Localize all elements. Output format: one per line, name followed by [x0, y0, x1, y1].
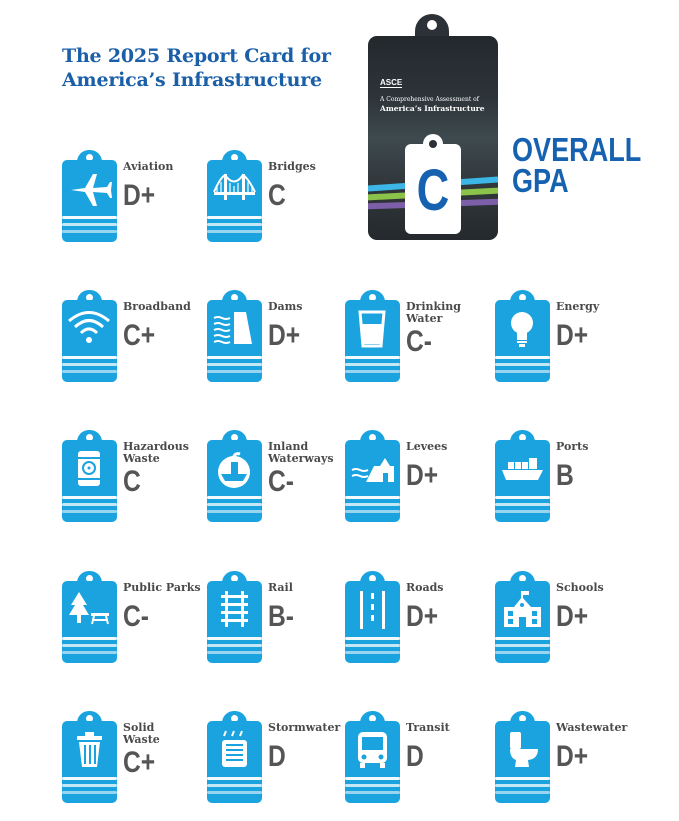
category-grade: D+: [556, 600, 589, 633]
tag-stripe: [207, 230, 262, 233]
category-label-line: Waste: [123, 452, 160, 465]
tag-stripe: [62, 370, 117, 373]
category-label-line: Energy: [556, 300, 600, 313]
category-label-line: Bridges: [268, 160, 316, 173]
cargo-ship-icon: [500, 448, 545, 488]
tag-stripe: [207, 216, 262, 219]
tag-stripe: [495, 644, 550, 647]
tag-transit: [345, 721, 400, 803]
tag-stripe: [345, 637, 400, 640]
category-grade: C-: [123, 600, 149, 633]
overall-gpa-label: [512, 131, 642, 199]
tag-stripe: [495, 496, 550, 499]
page-title: [62, 44, 331, 92]
card-levees: [345, 430, 515, 540]
airplane-icon: [67, 168, 112, 208]
tag-wastewater: [495, 721, 550, 803]
tag-stripe: [62, 223, 117, 226]
tag-bridges: [207, 160, 262, 242]
category-label: [556, 722, 666, 734]
tag-dams: [207, 300, 262, 382]
category-label-line: Inland: [268, 440, 309, 453]
tag-levees: [345, 440, 400, 522]
category-label-line: Waterways: [268, 452, 334, 465]
category-label: [268, 161, 378, 173]
tag-stripe: [62, 230, 117, 233]
tag-stripe: [207, 223, 262, 226]
wifi-icon: [67, 308, 112, 348]
rail-track-icon: [212, 589, 257, 629]
card-schools: [495, 571, 665, 681]
category-grade: C+: [123, 746, 156, 779]
category-label-line: Roads: [406, 581, 444, 594]
tag-stripe: [345, 651, 400, 654]
hero-grade-tag: [405, 144, 461, 234]
tag-stripe: [62, 644, 117, 647]
category-grade: D+: [556, 740, 589, 773]
category-grade: C+: [123, 319, 156, 352]
category-grade: D+: [268, 319, 301, 352]
dam-icon: [212, 308, 257, 348]
lightbulb-icon: [500, 308, 545, 348]
card-wastewater: [495, 711, 665, 821]
category-label-line: Public Parks: [123, 581, 201, 594]
tag-stripe: [495, 651, 550, 654]
category-grade: B: [556, 459, 574, 492]
category-grade: D+: [123, 179, 156, 212]
school-icon: [500, 589, 545, 629]
tree-picnic-icon: [67, 589, 112, 629]
tag-stripe: [62, 496, 117, 499]
tag-stripe: [345, 503, 400, 506]
tag-stripe: [207, 651, 262, 654]
tag-stripe: [495, 637, 550, 640]
category-label-line: Dams: [268, 300, 303, 313]
tag-stripe: [207, 356, 262, 359]
tag-hazardous-waste: [62, 440, 117, 522]
title-line-1: The 2025 Report Card for: [62, 45, 331, 67]
hero-card-body: [368, 36, 498, 240]
tag-stripe: [62, 363, 117, 366]
category-label-line: Drinking: [406, 300, 461, 313]
tag-stripe: [345, 644, 400, 647]
category-label-line: Water: [406, 312, 443, 325]
tag-stormwater: [207, 721, 262, 803]
tag-stripe: [495, 503, 550, 506]
card-energy: [495, 290, 665, 400]
overall-label-line-1: OVERALL: [512, 131, 642, 168]
tag-stripe: [62, 510, 117, 513]
category-grade: C: [268, 179, 286, 212]
category-label-line: Levees: [406, 440, 448, 453]
toilet-icon: [500, 729, 545, 769]
category-grade: C-: [268, 465, 294, 498]
tag-stripe: [207, 637, 262, 640]
tag-stripe: [495, 356, 550, 359]
overall-label-line-2: GPA: [512, 162, 569, 199]
tag-energy: [495, 300, 550, 382]
barge-icon: [212, 448, 257, 488]
card-roads: [345, 571, 515, 681]
tag-stripe: [345, 510, 400, 513]
category-label-line: Transit: [406, 721, 450, 734]
tag-public-parks: [62, 581, 117, 663]
tag-stripe: [495, 370, 550, 373]
category-grade: D+: [556, 319, 589, 352]
tag-stripe: [495, 791, 550, 794]
hero-subtitle-2: America’s Infrastructure: [380, 104, 485, 113]
tag-inland-waterways: [207, 440, 262, 522]
category-label-line: Aviation: [123, 160, 174, 173]
tag-stripe: [207, 784, 262, 787]
tag-stripe: [207, 363, 262, 366]
tag-aviation: [62, 160, 117, 242]
category-label-line: Rail: [268, 581, 293, 594]
category-grade: C-: [406, 325, 432, 358]
category-grade: D+: [406, 600, 439, 633]
category-label-line: Schools: [556, 581, 604, 594]
category-grade: D: [268, 740, 286, 773]
water-glass-icon: [350, 308, 395, 348]
category-label: [556, 582, 666, 594]
tag-stripe: [62, 637, 117, 640]
card-ports: [495, 430, 665, 540]
category-grade: D: [406, 740, 424, 773]
card-drinking-water: [345, 290, 515, 400]
tag-stripe: [62, 216, 117, 219]
tag-stripe: [495, 363, 550, 366]
overall-report-card: [368, 14, 498, 240]
category-label: [556, 441, 666, 453]
tag-stripe: [495, 784, 550, 787]
tag-stripe: [207, 496, 262, 499]
title-line-2: America’s Infrastructure: [62, 69, 322, 91]
tag-stripe: [345, 777, 400, 780]
tag-stripe: [345, 356, 400, 359]
tag-ports: [495, 440, 550, 522]
tag-stripe: [62, 503, 117, 506]
tag-stripe: [62, 777, 117, 780]
tag-stripe: [207, 777, 262, 780]
tag-stripe: [207, 510, 262, 513]
tag-stripe: [345, 791, 400, 794]
tag-stripe: [62, 356, 117, 359]
storm-drain-icon: [212, 729, 257, 769]
category-label: [556, 301, 666, 313]
hero-subtitle-1: A Comprehensive Assessment of: [380, 96, 479, 103]
card-bridges: [207, 150, 377, 260]
tag-stripe: [345, 370, 400, 373]
category-label-line: Solid: [123, 721, 155, 734]
tag-stripe: [207, 503, 262, 506]
tag-stripe: [62, 651, 117, 654]
asce-logo: ASCE: [380, 78, 403, 87]
category-label-line: Ports: [556, 440, 589, 453]
category-label-line: Wastewater: [556, 721, 628, 734]
hazard-barrel-icon: [67, 448, 112, 488]
bridge-icon: [212, 168, 257, 208]
category-grade: C: [123, 465, 141, 498]
tag-stripe: [207, 370, 262, 373]
tag-stripe: [495, 777, 550, 780]
levee-icon: [350, 448, 395, 488]
tag-rail: [207, 581, 262, 663]
road-icon: [350, 589, 395, 629]
overall-grade: C: [416, 158, 450, 223]
trash-can-icon: [67, 729, 112, 769]
tag-solid-waste: [62, 721, 117, 803]
category-label-line: Broadband: [123, 300, 191, 313]
tag-stripe: [207, 791, 262, 794]
tag-drinking-water: [345, 300, 400, 382]
tag-schools: [495, 581, 550, 663]
tag-stripe: [62, 784, 117, 787]
category-grade: D+: [406, 459, 439, 492]
tag-stripe: [62, 791, 117, 794]
category-label-line: Hazardous: [123, 440, 189, 453]
tag-stripe: [207, 644, 262, 647]
tag-stripe: [345, 363, 400, 366]
tag-stripe: [345, 496, 400, 499]
tag-roads: [345, 581, 400, 663]
tag-stripe: [345, 784, 400, 787]
bus-icon: [350, 729, 395, 769]
tag-broadband: [62, 300, 117, 382]
category-label-line: Waste: [123, 733, 160, 746]
category-grade: B-: [268, 600, 294, 633]
card-transit: [345, 711, 515, 821]
category-label-line: Stormwater: [268, 721, 341, 734]
tag-stripe: [495, 510, 550, 513]
